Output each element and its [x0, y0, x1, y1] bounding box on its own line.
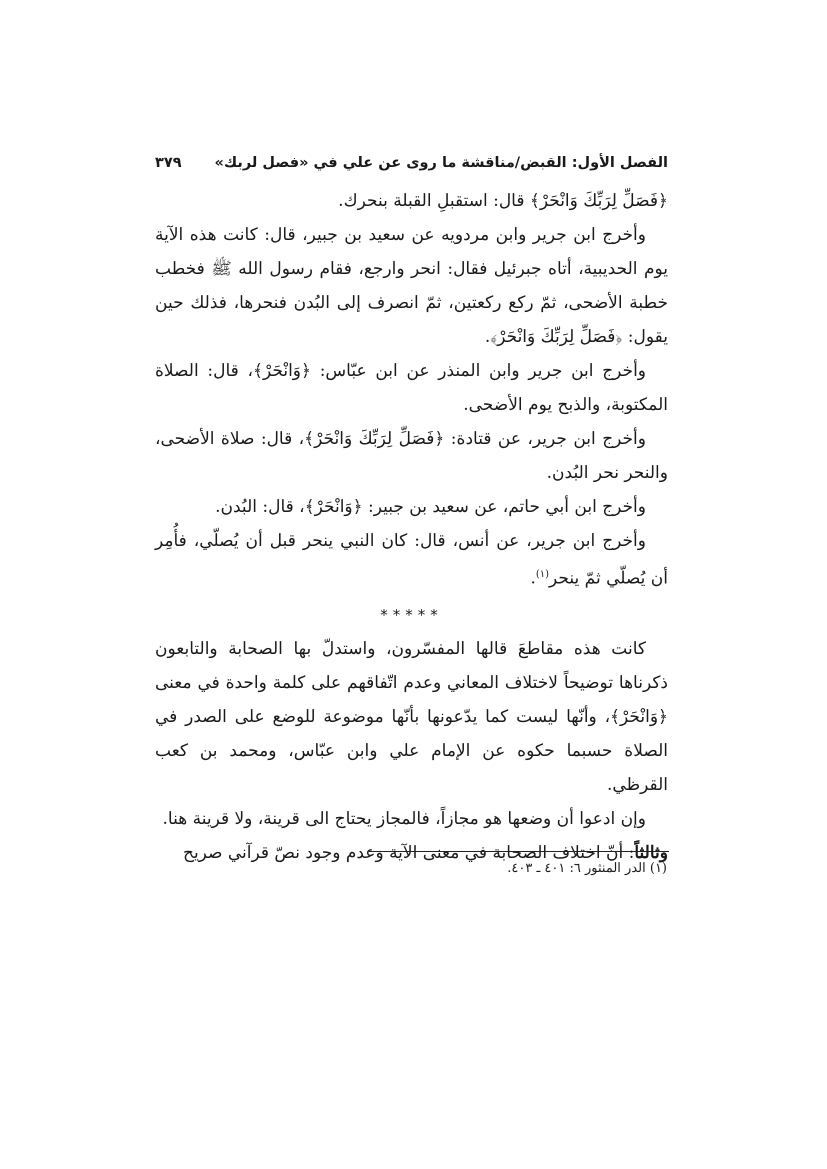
page	[155, 150, 668, 870]
footnote-divider	[369, 851, 669, 852]
page-number: ٣٧٩	[155, 155, 182, 171]
paragraph-6-text: وأخرج ابن جرير، عن أنس، قال: كان النبي ينحر قبل أن يُصلّي، فأُمِر أن يُصلّي ثمّ ينحر	[155, 531, 668, 589]
paragraph-3: وأخرج ابن جرير وابن المنذر عن ابن عبّاس: ﴿وَانْحَرْ﴾، قال: الصلاة المكتوبة، والذبح يوم الأضحى.	[155, 361, 668, 415]
thirdly-text: : أنّ اختلاف الصحابة في معنى الآية وعدم وجود نصّ قرآني صريح	[182, 842, 635, 863]
paragraph-6	[155, 524, 668, 596]
paragraph-2: وأخرج ابن جرير وابن مردويه عن سعيد بن جبير، قال: كانت هذه الآية يوم الحديبية، أتاه جبرئيل فقال: انحر وارجع، فقام رسول الله ﷺ فخطب خطبة الأضحى، ثمّ ركع ركعتين، ثمّ انصرف إلى البُدن فنحرها، فذلك حين يقول: ﴿فَصَلِّ لِرَبِّكَ وَانْحَرْ﴾.	[155, 225, 668, 347]
thirdly-lead: وثالثاً	[634, 842, 668, 863]
running-header	[155, 150, 668, 176]
paragraph-4: وأخرج ابن جرير، عن قتادة: ﴿فَصَلِّ لِرَبِّكَ وَانْحَرْ﴾، قال: صلاة الأضحى، والنحر نحر البُدن.	[155, 429, 668, 483]
paragraph-6-end: .	[530, 568, 536, 589]
footnote-reference[interactable]: (١)	[535, 569, 550, 580]
paragraph-5: وأخرج ابن أبي حاتم، عن سعيد بن جبير: ﴿وَانْحَرْ﴾، قال: البُدن.	[215, 497, 646, 517]
chapter-title: الفصل الأول: القبض/مناقشة ما روى عن علي في «فصل لربك»	[214, 155, 668, 171]
paragraph-8: وإن ادعوا أن وضعها هو مجازاً، فالمجاز يحتاج الى قرينة، ولا قرينة هنا.	[162, 808, 646, 829]
footnote: (١) الدر المنثور ٦: ٤٠١ ـ ٤٠٣.	[507, 861, 667, 876]
paragraph-7: كانت هذه مقاطعَ قالها المفسّرون، واستدلّ بها الصحابة والتابعون ذكرناها توضيحاً لاختلاف المعاني وعدم اتّفاقهم على كلمة واحدة في معنى ﴿وَانْحَرْ﴾، وأنّها ليست كما يدّعونها بأنّها موضوعة للوضع على الصدر في الصلاة حسبما حكوه عن الإمام علي وابن عبّاس، ومحمد بن كعب القرظي.	[155, 638, 668, 795]
paragraph-1: ﴿فَصَلِّ لِرَبِّكَ وَانْحَرْ﴾ قال: استقبلِ القبلة بنحرك.	[338, 191, 668, 211]
section-separator: *****	[380, 605, 443, 624]
